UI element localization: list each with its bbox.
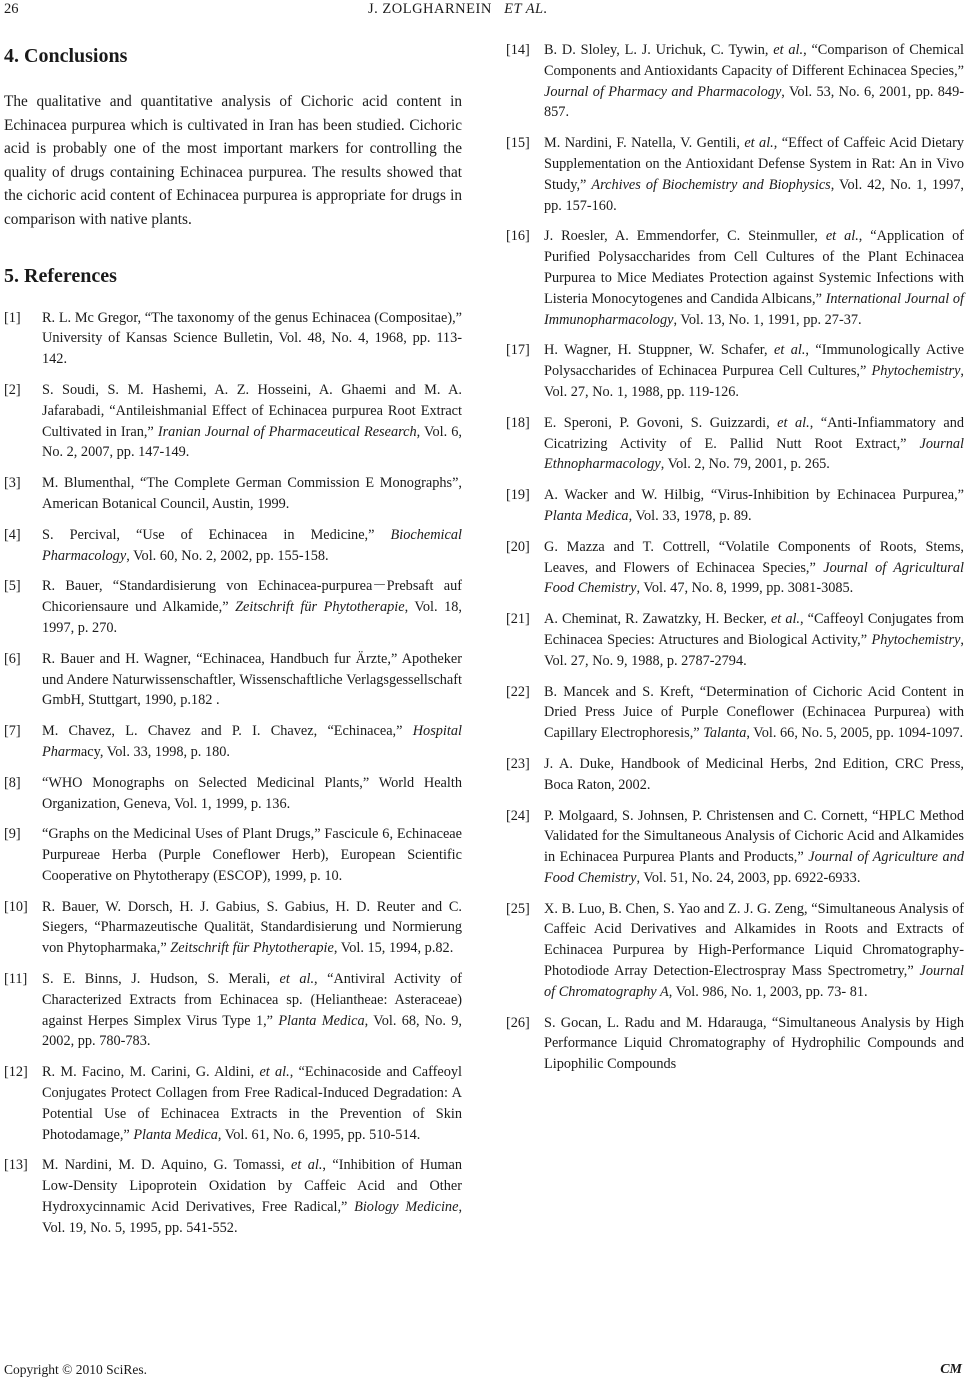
reference-italic-text: International Journal of Immunopharmacology [544, 290, 964, 328]
reference-number: [19] [506, 487, 530, 504]
reference-text-segment: H. Wagner, H. Stuppner, W. Schafer, [544, 342, 774, 359]
reference-text-segment: , “Echinacoside and Caffeoyl Conjugates Protect Collagen from Free Radical-Induced Degradation: A Potential Use of Echinacea Extracts in the Prevention of Skin Photodamage,” [42, 1064, 462, 1143]
running-head [368, 1, 548, 18]
reference-italic-text: Zeitschrift für Phytotherapie [235, 599, 405, 616]
reference-item [4, 649, 462, 711]
reference-text-segment: , Vol. 2, No. 79, 2001, p. 265. [660, 456, 830, 473]
reference-text-segment: R. Bauer, W. Dorsch, H. J. Gabius, S. Gabius, H. D. Reuter and C. Siegers, “Pharmazeutische Qualität, Standardisierung und Normierung von Phytopharmaka,” [42, 898, 462, 957]
left-column [4, 40, 462, 1249]
reference-item [506, 537, 964, 599]
reference-text [544, 611, 964, 669]
reference-item [506, 899, 964, 1003]
reference-italic-text: Biology Medicine [354, 1199, 459, 1216]
reference-text-segment: X. B. Luo, B. Chen, S. Yao and Z. J. G. Zeng, “Simultaneous Analysis of Caffeic Acid Derivatives and Alkamides in Roots and Extracts of Echinacea Purpurea by High-Performance Liquid Chromatography-Photodiode Array Detection-Electrospray Mass Spectrometry,” [544, 900, 964, 980]
reference-number: [25] [506, 900, 530, 917]
reference-item [506, 226, 964, 330]
reference-text [42, 1157, 462, 1235]
reference-text-segment: P. Molgaard, S. Johnsen, P. Christensen and C. Cornett, “HPLC Method Validated for the Simultaneous Analysis of Cichoric Acid and Alkamides in Echinacea Purpurea Plants and Products,” [544, 807, 964, 866]
reference-text [544, 901, 964, 1000]
page-footer [0, 1362, 968, 1384]
reference-text [42, 899, 462, 957]
reference-italic-text: Planta Medica [133, 1126, 218, 1143]
reference-number: [21] [506, 611, 530, 628]
reference-text-segment: , Vol. 51, No. 24, 2003, pp. 6922-6933. [636, 869, 861, 886]
reference-number: [5] [4, 578, 21, 595]
reference-text [42, 578, 462, 636]
reference-item [4, 773, 462, 815]
reference-text-segment: E. Speroni, P. Govoni, S. Guizzardi, [544, 414, 778, 431]
reference-text [42, 971, 462, 1049]
reference-text-segment: S. Percival, “Use of Echinacea in Medicine,” [42, 526, 391, 543]
reference-italic-text: Phytochemistry [871, 631, 961, 648]
reference-italic-text: Iranian Journal of Pharmaceutical Research [157, 423, 417, 440]
reference-list-right [506, 40, 964, 1075]
journal-abbreviation: CM [940, 1362, 962, 1377]
reference-text-segment: J. A. Duke, Handbook of Medicinal Herbs, 2nd Edition, CRC Press, Boca Raton, 2002. [544, 755, 964, 793]
reference-number: [1] [4, 309, 21, 326]
reference-italic-text: Journal Ethnopharmacology [544, 435, 964, 473]
reference-italic-text: et al. [770, 611, 801, 628]
reference-number: [2] [4, 381, 21, 398]
reference-text [544, 342, 964, 400]
copyright-notice: Copyright © 2010 SciRes. [4, 1362, 148, 1377]
reference-text-segment: acy, Vol. 33, 1998, p. 180. [80, 743, 230, 760]
reference-text-segment: , Vol. 15, 1994, p.82. [333, 940, 454, 957]
reference-italic-text: Biochemical Pharmacology [42, 526, 462, 564]
conclusions-paragraph: The qualitative and quantitative analysis of Cichoric acid content in Echinacea purpurea which is cultivated in Iran has been studied. Cichoric acid is probably one of the most important markers for controlling the quality of drugs containing Echinacea purpurea. The results showed that the cichoric acid content of Echinacea purpurea is appropriate for drugs in comparison with native plants. [4, 93, 462, 228]
reference-text-segment: , “Comparison of Chemical Components and Antioxidants Capacity of Different Echinacea Species,” [544, 42, 964, 79]
reference-text [544, 539, 964, 597]
reference-italic-text: et al. [773, 42, 804, 58]
reference-number: [11] [4, 971, 28, 988]
reference-number: [17] [506, 342, 530, 359]
reference-text-segment: G. Mazza and T. Cottrell, “Volatile Components of Roots, Stems, Leaves, and Flowers of Echinacea Species,” [544, 538, 964, 576]
reference-italic-text: et al. [744, 135, 774, 152]
reference-text-segment: , “Effect of Caffeic Acid Dietary Supplementation on the Antioxidant Defense System in Rat: An in Vivo Study,” [544, 135, 964, 193]
reference-number: [18] [506, 414, 530, 431]
reference-number: [23] [506, 755, 530, 772]
reference-text-segment: , Vol. 60, No. 2, 2002, pp. 155-158. [126, 547, 329, 564]
reference-item [506, 485, 964, 527]
reference-item [506, 806, 964, 889]
reference-number: [20] [506, 538, 530, 555]
reference-italic-text: Journal of Agriculture and Food Chemistry [544, 849, 965, 886]
reference-number: [26] [506, 1014, 530, 1031]
reference-number: [10] [4, 898, 28, 915]
reference-text-segment: , Vol. 53, No. 6, 2001, pp. 849-857. [544, 83, 964, 121]
reference-text-segment: M. Chavez, L. Chavez and P. I. Chavez, “Echinacea,” [42, 723, 413, 740]
reference-item [506, 40, 964, 123]
reference-number: [7] [4, 723, 21, 740]
reference-number: [22] [506, 683, 530, 700]
reference-text [42, 382, 462, 460]
reference-text [544, 42, 964, 120]
reference-text-segment: S. E. Binns, J. Hudson, S. Merali, [42, 971, 280, 988]
reference-text [544, 756, 964, 793]
reference-number: [4] [4, 526, 21, 543]
reference-text [42, 775, 462, 812]
reference-item [4, 1155, 462, 1238]
reference-text [544, 415, 964, 473]
running-head-et-al: ET AL. [504, 1, 548, 17]
reference-text-segment: , Vol. 68, No. 9, 2002, pp. 780-783. [42, 1012, 462, 1050]
references-heading: 5. References [4, 264, 117, 287]
reference-italic-text: Planta Medica [544, 507, 629, 524]
reference-text-segment: B. Mancek and S. Kreft, “Determination of Cichoric Acid Content in Dried Press Juice of Purple Coneflower (Echinacea Purpurea) with Capillary Electrophoresis,” [544, 683, 964, 742]
reference-text [544, 1015, 964, 1073]
reference-item [506, 340, 964, 402]
reference-item [506, 682, 964, 744]
reference-text-segment: , “Application of Purified Polysaccharides from Cell Cultures of the Plant Echinacea Purpurea to Mice Mediates Protection against Systemic Infections with Listeria Monocytogenes and Candida Albicans,” [544, 228, 964, 307]
reference-number: [8] [4, 774, 21, 791]
reference-text-segment: S. Gocan, L. Radu and M. Hdarauga, “Simultaneous Analysis by High Performance Liquid Chromatography of Hydrophilic Compounds and Lipophilic Compounds [544, 1014, 964, 1073]
reference-text-segment: M. Blumenthal, “The Complete German Commission E Monographs”, American Botanical Council, Austin, 1999. [42, 475, 462, 512]
reference-italic-text: et al. [825, 228, 859, 245]
page-header [0, 0, 968, 26]
reference-text-segment: R. Bauer, “Standardisierung von Echinacea-purpurea－Prebsaft auf Chicoriensaure und Alkamide,” [42, 578, 462, 616]
reference-item [4, 308, 462, 370]
reference-number: [3] [4, 475, 21, 492]
reference-text [42, 826, 462, 884]
reference-item [4, 1062, 462, 1145]
page-number: 26 [4, 1, 19, 17]
reference-text-segment: R. L. Mc Gregor, “The taxonomy of the genus Echinacea (Compositae),” University of Kansas Science Bulletin, Vol. 48, No. 4, 1968, pp. 113-142. [42, 309, 462, 368]
reference-number: [16] [506, 228, 530, 245]
reference-italic-text: Archives of Biochemistry and Biophysics [591, 176, 831, 193]
reference-text-segment: , Vol. 42, No. 1, 1997, pp. 157-160. [544, 176, 964, 214]
reference-text [42, 1064, 462, 1142]
reference-text [42, 723, 462, 760]
reference-item [4, 525, 462, 567]
reference-item [506, 754, 964, 796]
reference-italic-text: Journal of Agricultural Food Chemistry [544, 559, 964, 597]
reference-text [544, 808, 964, 886]
reference-item [4, 380, 462, 463]
reference-text-segment: , “Anti-Infiammatory and Cicatrizing Activity of E. Pallid Nutt Root Extract,” [544, 414, 965, 452]
reference-number: [14] [506, 42, 530, 58]
reference-italic-text: et al. [259, 1064, 290, 1081]
reference-text-segment: “WHO Monographs on Selected Medicinal Plants,” World Health Organization, Geneva, Vol. 1, 1999, p. 136. [42, 774, 462, 812]
reference-text-segment: M. Nardini, M. D. Aquino, G. Tomassi, [42, 1157, 291, 1174]
reference-item [4, 473, 462, 515]
reference-text-segment: R. Bauer and H. Wagner, “Echinacea, Handbuch fur Ärzte,” Apotheker und Andere Naturwissenschaftler, Wissenschaftliche Verlagsgessellschaft GmbH, Stuttgart, 1990, p.182 . [42, 650, 462, 709]
reference-text [544, 487, 964, 524]
reference-italic-text: Talanta [703, 725, 747, 742]
reference-text-segment: , Vol. 61, No. 6, 1995, pp. 510-514. [217, 1126, 421, 1143]
reference-item [4, 721, 462, 763]
reference-text-segment: S. Soudi, S. M. Hashemi, A. Z. Hosseini, A. Ghaemi and M. A. Jafarabadi, “Antileishmanial Effect of Echinacea purpurea Root Extract Cultivated in Iran,” [42, 381, 462, 440]
conclusions-heading: 4. Conclusions [4, 45, 128, 67]
reference-text-segment: , Vol. 6, No. 2, 2007, pp. 147-149. [42, 423, 463, 461]
reference-italic-text: et al. [777, 414, 810, 431]
reference-italic-text: et al. [290, 1157, 323, 1174]
reference-item [4, 824, 462, 886]
reference-text-segment: , Vol. 27, No. 1, 1988, pp. 119-126. [544, 363, 964, 400]
reference-item [4, 576, 462, 638]
reference-text-segment: A. Cheminat, R. Zawatzky, H. Becker, [544, 611, 771, 628]
reference-text-segment: R. M. Facino, M. Carini, G. Aldini, [42, 1064, 260, 1081]
reference-text-segment: , Vol. 66, No. 5, 2005, pp. 1094-1097. [746, 725, 964, 742]
reference-italic-text: Journal of Pharmacy and Pharmacology [544, 83, 782, 100]
reference-item [506, 609, 964, 671]
reference-text-segment: , “Inhibition of Human Low-Density Lipoprotein Oxidation by Caffeic Acid and Other Hydroxycinnamic Acid Derivatives, Free Radical,” [42, 1157, 462, 1216]
reference-text-segment: , “Immunologically Active Polysaccharides of Echinacea Purpurea Cell Cultures,” [544, 342, 964, 380]
reference-item [506, 1013, 964, 1075]
reference-text [42, 527, 462, 564]
running-head-authors: J. ZOLGHARNEIN [368, 1, 492, 17]
reference-text-segment: B. D. Sloley, L. J. Urichuk, C. Tywin, [544, 42, 774, 58]
reference-italic-text: et al. [279, 971, 315, 988]
reference-text [544, 228, 964, 327]
reference-text-segment: , Vol. 18, 1997, p. 270. [42, 599, 463, 636]
reference-text-segment: “Graphs on the Medicinal Uses of Plant Drugs,” Fascicule 6, Echinaceae Purpureae Herba (Purple Coneflower Herb), European Scientific Cooperative on Phytotherapy (ESCOP), 1999, p. 10. [42, 826, 462, 884]
reference-text-segment: J. Roesler, A. Emmendorfer, C. Steinmuller, [544, 228, 826, 245]
reference-text [42, 651, 462, 709]
reference-italic-text: et al. [773, 342, 806, 359]
reference-text [42, 475, 462, 512]
reference-italic-text: Phytochemistry [871, 363, 961, 380]
reference-number: [9] [4, 826, 21, 843]
reference-text-segment: M. Nardini, F. Natella, V. Gentili, [544, 135, 745, 152]
reference-item [506, 413, 964, 475]
reference-italic-text: Hospital Pharm [42, 723, 462, 760]
reference-text-segment: , Vol. 986, No. 1, 2003, pp. 73- 81. [668, 983, 868, 1000]
reference-text-segment: , Vol. 19, No. 5, 1995, pp. 541-552. [42, 1199, 463, 1236]
reference-item [4, 897, 462, 959]
reference-text-segment: , Vol. 33, 1978, p. 89. [628, 507, 752, 524]
reference-item [506, 133, 964, 216]
reference-number: [24] [506, 807, 530, 824]
reference-text-segment: , “Antiviral Activity of Characterized Extracts from Echinacea sp. (Heliantheae: Asteraceae) against Herpes Simplex Virus Type 1,” [42, 971, 462, 1029]
reference-text [42, 310, 462, 368]
reference-italic-text: Journal of Chromatography A [544, 963, 964, 1000]
reference-text [544, 135, 964, 213]
reference-text-segment: , “Caffeoyl Conjugates from Echinacea Species: Atructures and Biological Activity,” [544, 611, 964, 648]
reference-italic-text: Zeitschrift für Phytotherapie [170, 940, 334, 957]
reference-list-left [4, 308, 462, 1239]
reference-text-segment: , Vol. 13, No. 1, 1991, pp. 27-37. [673, 311, 862, 328]
reference-text-segment: , Vol. 27, No. 9, 1988, p. 2787-2794. [544, 631, 964, 669]
reference-text-segment: , Vol. 47, No. 8, 1999, pp. 3081-3085. [636, 580, 854, 597]
reference-text-segment: A. Wacker and W. Hilbig, “Virus-Inhibition by Echinacea Purpurea,” [544, 487, 964, 504]
reference-italic-text: Planta Medica [278, 1012, 365, 1029]
reference-number: [6] [4, 650, 21, 667]
reference-item [4, 969, 462, 1052]
reference-text [544, 684, 964, 742]
reference-number: [15] [506, 135, 530, 152]
right-column [506, 40, 964, 1085]
reference-number: [12] [4, 1064, 28, 1081]
reference-number: [13] [4, 1157, 28, 1174]
